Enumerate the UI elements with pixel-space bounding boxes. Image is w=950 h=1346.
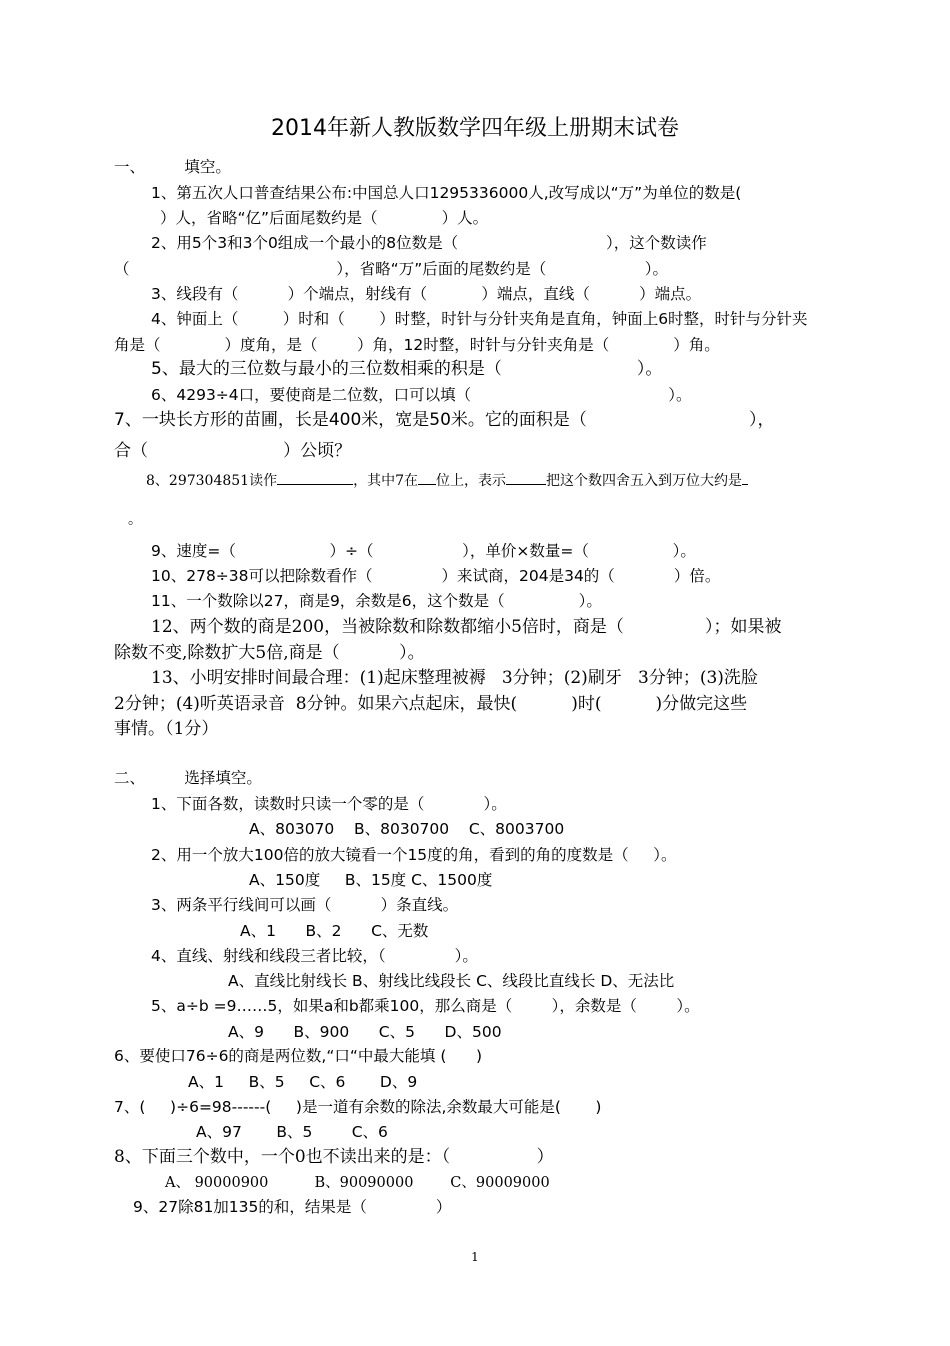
s1-q8-line1 [146, 470, 748, 491]
s1-q8-part-d: 把这个数四舍五入到万位大约是 [546, 473, 742, 489]
page-number: 1 [471, 1250, 479, 1264]
s1-q8-blank-rounded [742, 470, 748, 485]
s2-q8-options: A、 90000900 B、90090000 C、90009000 [165, 1175, 550, 1191]
s1-q1-line1: 1、第五次人口普查结果公布:中国总人口1295336000人,改写成以“万”为单位的数是( [151, 184, 742, 202]
s1-q13-line1: 13、小明安排时间最合理：(1)起床整理被褥 3分钟；(2)刷牙 3分钟；(3)洗脸 [151, 668, 758, 688]
s2-q7-options: A、97 B、5 C、6 [196, 1123, 388, 1141]
s2-q1-options: A、803070 B、8030700 C、8003700 [249, 820, 565, 838]
s1-q5: 5、最大的三位数与最小的三位数相乘的积是（ ）。 [151, 359, 663, 379]
s1-q12-line1: 12、两个数的商是200，当被除数和除数都缩小5倍时，商是（ ）；如果被 [151, 617, 782, 637]
s2-q9: 9、27除81加135的和，结果是（ ） [133, 1198, 452, 1216]
section2-heading: 二、 选择填空。 [114, 769, 262, 787]
s2-q7: 7、( )÷6=98------( )是一道有余数的除法,余数最大可能是( ) [114, 1098, 602, 1116]
s1-q12-line2: 除数不变,除数扩大5倍,商是（ ）。 [114, 643, 425, 663]
s2-q2: 2、用一个放大100倍的放大镜看一个15度的角，看到的角的度数是（ ）。 [151, 846, 677, 864]
s1-q8-blank-meaning [506, 470, 546, 485]
s1-q7-line2: 合（ ）公顷？ [114, 441, 352, 461]
s1-q1-line2: ）人，省略“亿”后面尾数约是（ ）人。 [160, 209, 489, 227]
s1-q8-end: 。 [128, 512, 142, 528]
s1-q8-part-b: ，其中7在 [353, 473, 418, 489]
s1-q8-part-a: 8、297304851读作 [146, 473, 278, 489]
s2-q6-options: A、1 B、5 C、6 D、9 [188, 1073, 418, 1091]
s1-q4-line1: 4、钟面上（ ）时和（ ）时整，时针与分针夹角是直角，钟面上6时整，时针与分针夹 [151, 310, 808, 328]
s2-q2-options: A、150度 B、15度 C、1500度 [249, 871, 493, 889]
s2-q3-options: A、1 B、2 C、无数 [240, 922, 429, 940]
s1-q13-line3: 事情。（1分） [114, 719, 219, 739]
s2-q3: 3、两条平行线间可以画（ ）条直线。 [151, 896, 459, 914]
page-title: 2014年新人教版数学四年级上册期末试卷 [271, 116, 679, 141]
section1-heading: 一、 填空。 [114, 158, 231, 176]
s2-q4-options: A、直线比射线长 B、射线比线段长 C、线段比直线长 D、无法比 [228, 972, 675, 990]
s1-q6: 6、4293÷4口，要使商是二位数，口可以填（ ）。 [151, 386, 692, 404]
s2-q4: 4、直线、射线和线段三者比较，（ ）。 [151, 947, 478, 965]
s1-q9: 9、速度=（ ）÷（ ），单价×数量=（ ）。 [151, 542, 696, 560]
s1-q11: 11、一个数除以27，商是9，余数是6，这个数是（ ）。 [151, 592, 602, 610]
s2-q5: 5、a÷b =9……5，如果a和b都乘100，那么商是（ ），余数是（ ）。 [151, 997, 700, 1015]
s1-q4-line2: 角是（ ）度角，是（ ）角，12时整，时针与分针夹角是（ ）角。 [114, 336, 720, 354]
s1-q10: 10、278÷38可以把除数看作（ ）来试商，204是34的（ ）倍。 [151, 567, 721, 585]
s1-q8-part-c: 位上，表示 [436, 473, 506, 489]
s1-q8-blank-place [418, 470, 436, 485]
s1-q13-line2: 2分钟；(4)听英语录音 8分钟。如果六点起床，最快( )时( )分做完这些 [114, 694, 748, 714]
s2-q6: 6、要使口76÷6的商是两位数,“口“中最大能填 ( ) [114, 1047, 483, 1065]
s2-q5-options: A、9 B、900 C、5 D、500 [228, 1023, 502, 1041]
s1-q3: 3、线段有（ ）个端点，射线有（ ）端点，直线（ ）端点。 [151, 285, 702, 303]
s1-q8-blank-reading [277, 470, 353, 485]
s1-q2-line1: 2、用5个3和3个0组成一个最小的8位数是（ ），这个数读作 [151, 234, 707, 252]
s1-q2-line2: （ ），省略“万”后面的尾数约是（ ）。 [114, 260, 669, 278]
s1-q7-line1: 7、一块长方形的苗圃，长是400米，宽是50米。它的面积是（ ）， [114, 410, 775, 430]
s2-q1: 1、下面各数，读数时只读一个零的是（ ）。 [151, 795, 507, 813]
s2-q8: 8、下面三个数中，一个0也不读出来的是：（ ） [114, 1147, 554, 1167]
